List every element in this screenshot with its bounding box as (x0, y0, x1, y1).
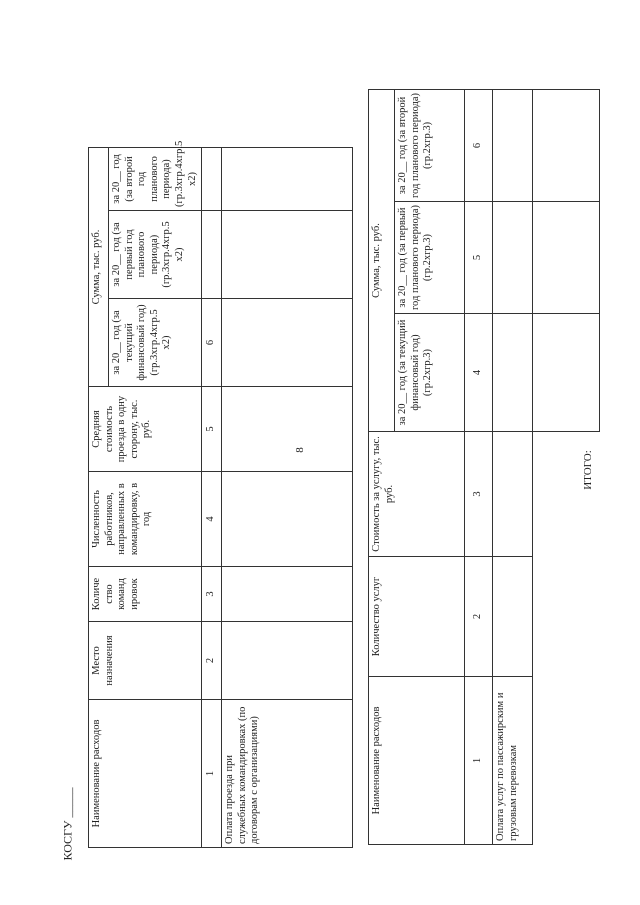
table-cell (493, 202, 533, 314)
expense-table-1 (88, 140, 353, 848)
header-trips-count: Количе ство команд ировок (89, 567, 202, 622)
table-cell (222, 147, 353, 210)
header-services-count: Количество услуг (369, 557, 465, 677)
header-sum-first: за 20__ год (за первый год планового периода) (гр.3хгр.4хгр.5 х2) (109, 211, 202, 299)
header-workers: Численность работников, направленных в командировку, в год (89, 472, 202, 567)
total-spacer (533, 432, 600, 845)
table-cell (222, 472, 353, 567)
row-label: Оплата услуг по пассажирским и грузовым перевозкам (493, 677, 533, 845)
table-cell (222, 299, 353, 387)
table-cell (222, 567, 353, 622)
table-cell (493, 432, 533, 557)
col-number: 1 (202, 700, 222, 848)
col-number: 4 (202, 472, 222, 567)
page-number: 8 (294, 447, 306, 453)
header-sum-first: за 20__ год (за первый год планового периода) (гр.2хгр.3) (395, 202, 465, 314)
expense-table-2 (368, 90, 600, 845)
col-number: 4 (465, 314, 493, 432)
col-number: 5 (202, 387, 222, 472)
col-number: 3 (202, 567, 222, 622)
total-cell (533, 314, 600, 432)
total-cell (533, 202, 600, 314)
header-name: Наименование расходов (369, 677, 465, 845)
col-number: 3 (465, 432, 493, 557)
col-number: 6 (465, 89, 493, 201)
table-cell (222, 387, 353, 472)
col-number: 2 (202, 622, 222, 700)
table-cell (493, 314, 533, 432)
kosgu-label: КОСГУ _____ (60, 787, 75, 861)
header-sum-second: за 20__ год (за второй год планового периода) (гр.3хгр.4хгр.5 х2) (109, 147, 202, 210)
header-sum-current: за 20__ год (за текущий финансовый год) (гр.2хгр.3) (395, 314, 465, 432)
header-destination: Место назначения (89, 622, 202, 700)
table-cell (493, 89, 533, 201)
col-number-empty (202, 147, 222, 210)
header-name: Наименование расходов (89, 700, 202, 848)
row-label: Оплата проезда при служебных командировках (по договорам с организациями) (222, 700, 353, 848)
table-cell (222, 622, 353, 700)
total-cell (533, 89, 600, 201)
col-number: 6 (202, 299, 222, 387)
header-sum-current: за 20__ год (за текущий финансовый год) (гр.3хгр.4хгр.5 х2) (109, 299, 202, 387)
col-number: 2 (465, 557, 493, 677)
header-avg-cost: Средняя стоимость проезда в одну сторону, тыс. руб. (89, 387, 202, 472)
header-sum-group: Сумма, тыс. руб. (89, 147, 109, 386)
header-service-cost: Стоимость за услугу, тыс. руб. (369, 432, 465, 557)
header-sum-group: Сумма, тыс. руб. (369, 89, 395, 431)
col-number: 1 (465, 677, 493, 845)
table-cell (222, 211, 353, 299)
table-cell (493, 557, 533, 677)
total-label: ИТОГО: (582, 450, 594, 490)
col-number-empty (202, 211, 222, 299)
header-sum-second: за 20__ год (за второй год планового периода) (гр.2хгр.3) (395, 89, 465, 201)
col-number: 5 (465, 202, 493, 314)
